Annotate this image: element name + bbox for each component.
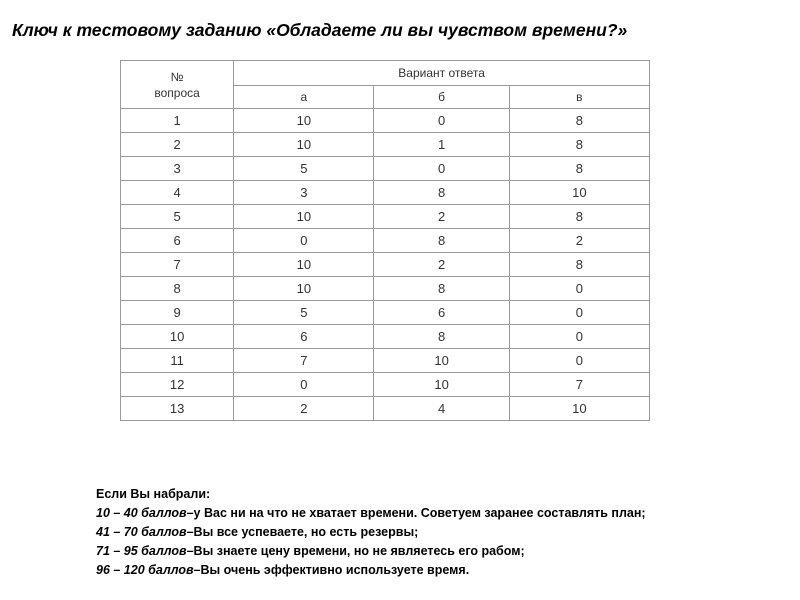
question-number-cell: 11 [121,349,234,373]
option-v-cell: 10 [509,181,649,205]
question-number-cell: 13 [121,397,234,421]
header-option-v: в [509,86,649,109]
table-row [121,325,650,349]
header-answer-variant: Вариант ответа [234,61,650,86]
option-b-cell: 4 [374,397,509,421]
question-number-cell: 10 [121,325,234,349]
table-row [121,397,650,421]
option-a-cell: 0 [234,229,374,253]
option-v-cell: 8 [509,109,649,133]
option-a-cell: 2 [234,397,374,421]
option-a-cell: 5 [234,301,374,325]
option-a-cell: 7 [234,349,374,373]
header-num-word: вопроса [154,85,200,100]
option-b-cell: 6 [374,301,509,325]
header-option-b: б [374,86,509,109]
option-v-cell: 2 [509,229,649,253]
option-b-cell: 8 [374,277,509,301]
option-v-cell: 0 [509,349,649,373]
option-a-cell: 10 [234,109,374,133]
option-a-cell: 10 [234,277,374,301]
question-number-cell: 6 [121,229,234,253]
question-number-cell: 1 [121,109,234,133]
option-v-cell: 0 [509,277,649,301]
table-body [121,109,650,421]
option-v-cell: 8 [509,253,649,277]
header-question-number [121,61,234,109]
question-number-cell: 8 [121,277,234,301]
page-title: Ключ к тестовому заданию «Обладаете ли вы чувством времени?» [12,20,628,40]
table-row [121,109,650,133]
table-row [121,229,650,253]
table-row [121,205,650,229]
table-row [121,301,650,325]
option-b-cell: 8 [374,325,509,349]
table-row [121,253,650,277]
result-item [96,542,646,561]
header-option-a: а [234,86,374,109]
option-v-cell: 10 [509,397,649,421]
option-b-cell: 0 [374,157,509,181]
result-item [96,523,646,542]
result-text: –у Вас ни на что не хватает времени. Советуем заранее составлять план; [186,506,646,520]
results-block [96,485,646,580]
result-text: –Вы все успеваете, но есть резервы; [186,525,419,539]
option-v-cell: 8 [509,133,649,157]
option-a-cell: 0 [234,373,374,397]
option-a-cell: 10 [234,133,374,157]
result-text: –Вы очень эффективно используете время. [193,563,470,577]
table-row [121,181,650,205]
option-v-cell: 0 [509,325,649,349]
table-row [121,349,650,373]
option-a-cell: 10 [234,205,374,229]
question-number-cell: 3 [121,157,234,181]
option-v-cell: 0 [509,301,649,325]
question-number-cell: 9 [121,301,234,325]
option-a-cell: 6 [234,325,374,349]
answer-key-table [120,60,650,421]
result-range: 71 – 95 баллов [96,544,187,558]
table-row [121,373,650,397]
result-text: –Вы знаете цену времени, но не являетесь его рабом; [186,544,525,558]
option-b-cell: 2 [374,253,509,277]
option-a-cell: 10 [234,253,374,277]
result-item [96,504,646,523]
question-number-cell: 7 [121,253,234,277]
option-b-cell: 0 [374,109,509,133]
option-b-cell: 8 [374,181,509,205]
result-range: 41 – 70 баллов [96,525,187,539]
option-b-cell: 10 [374,349,509,373]
question-number-cell: 2 [121,133,234,157]
option-v-cell: 8 [509,157,649,181]
table-row [121,133,650,157]
option-b-cell: 2 [374,205,509,229]
option-b-cell: 1 [374,133,509,157]
option-a-cell: 3 [234,181,374,205]
option-b-cell: 8 [374,229,509,253]
option-a-cell: 5 [234,157,374,181]
option-v-cell: 7 [509,373,649,397]
table-row [121,277,650,301]
results-intro: Если Вы набрали: [96,487,211,501]
header-num-symbol: № [170,69,184,84]
question-number-cell: 4 [121,181,234,205]
result-range: 96 – 120 баллов [96,563,194,577]
option-v-cell: 8 [509,205,649,229]
result-range: 10 – 40 баллов [96,506,187,520]
question-number-cell: 5 [121,205,234,229]
table-row [121,157,650,181]
result-item [96,561,646,580]
question-number-cell: 12 [121,373,234,397]
option-b-cell: 10 [374,373,509,397]
